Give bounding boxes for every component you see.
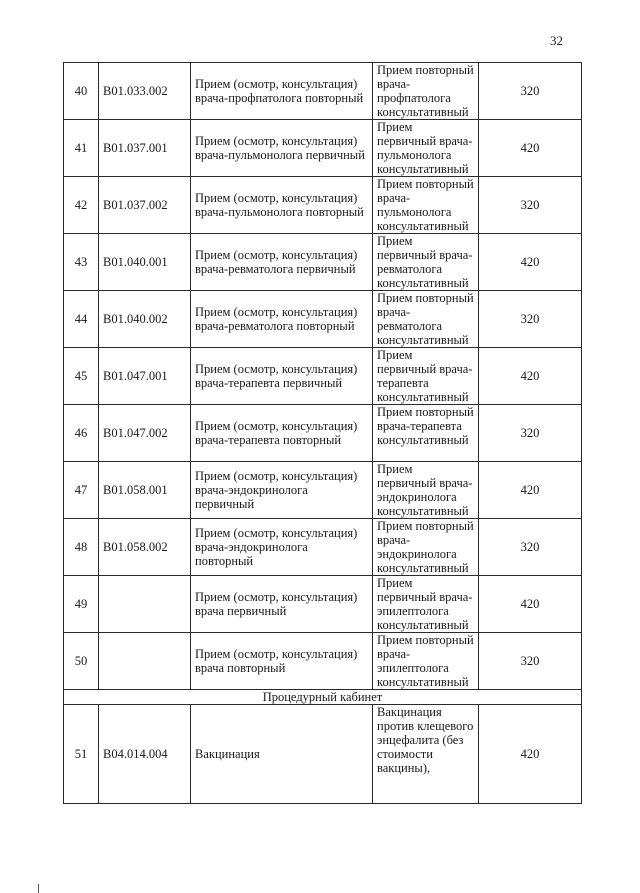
service-code: B01.058.001 xyxy=(99,462,191,519)
service-price: 320 xyxy=(479,519,582,576)
service-code xyxy=(99,576,191,633)
row-number: 47 xyxy=(64,462,99,519)
table-row xyxy=(64,405,582,462)
service-name: Прием (осмотр, консультация) врача-терапевта первичный xyxy=(191,348,373,405)
table-row xyxy=(64,705,582,804)
row-number: 45 xyxy=(64,348,99,405)
service-name: Вакцинация xyxy=(191,705,373,804)
table-row xyxy=(64,633,582,690)
service-name: Прием (осмотр, консультация) врача-ревматолога первичный xyxy=(191,234,373,291)
row-number: 41 xyxy=(64,120,99,177)
service-name: Прием (осмотр, консультация) врача-терапевта повторный xyxy=(191,405,373,462)
service-type: Прием повторный врача-эндокринолога консультативный xyxy=(373,519,479,576)
row-number: 46 xyxy=(64,405,99,462)
service-code xyxy=(99,633,191,690)
table-row xyxy=(64,63,582,120)
page-number: 32 xyxy=(550,33,563,48)
service-code: B01.037.002 xyxy=(99,177,191,234)
service-price: 420 xyxy=(479,705,582,804)
service-code: B01.037.001 xyxy=(99,120,191,177)
row-number: 43 xyxy=(64,234,99,291)
service-type: Прием первичный врача-пульмонолога консультативный xyxy=(373,120,479,177)
row-number: 40 xyxy=(64,63,99,120)
section-title: Процедурный кабинет xyxy=(64,690,582,705)
service-code: B01.040.002 xyxy=(99,291,191,348)
service-type: Прием повторный врача-пульмонолога консультативный xyxy=(373,177,479,234)
table-row xyxy=(64,519,582,576)
service-type: Прием повторный врача-профпатолога консультативный xyxy=(373,63,479,120)
service-type: Прием повторный врача-эпилептолога консультативный xyxy=(373,633,479,690)
table-row xyxy=(64,120,582,177)
service-type: Прием повторный врача-ревматолога консультативный xyxy=(373,291,479,348)
table-row xyxy=(64,234,582,291)
row-number: 49 xyxy=(64,576,99,633)
table-body xyxy=(64,63,582,804)
row-number: 44 xyxy=(64,291,99,348)
service-price: 320 xyxy=(479,177,582,234)
row-number: 50 xyxy=(64,633,99,690)
service-name: Прием (осмотр, консультация) врача повторный xyxy=(191,633,373,690)
service-name: Прием (осмотр, консультация) врача первичный xyxy=(191,576,373,633)
service-code: B04.014.004 xyxy=(99,705,191,804)
table-row xyxy=(64,576,582,633)
service-code: B01.047.002 xyxy=(99,405,191,462)
service-price: 420 xyxy=(479,462,582,519)
service-price: 420 xyxy=(479,348,582,405)
service-price: 320 xyxy=(479,405,582,462)
service-price: 420 xyxy=(479,576,582,633)
service-code: B01.058.002 xyxy=(99,519,191,576)
service-type: Прием повторный врача-терапевта консультативный xyxy=(373,405,479,462)
service-price: 420 xyxy=(479,120,582,177)
service-type: Вакцинация против клещевого энцефалита (без стоимости вакцины), xyxy=(373,705,479,804)
service-name: Прием (осмотр, консультация) врача-пульмонолога повторный xyxy=(191,177,373,234)
service-name: Прием (осмотр, консультация) врача-ревматолога повторный xyxy=(191,291,373,348)
service-price: 420 xyxy=(479,234,582,291)
service-type: Прием первичный врача-эндокринолога консультативный xyxy=(373,462,479,519)
service-price: 320 xyxy=(479,633,582,690)
service-type: Прием первичный врача-терапевта консультативный xyxy=(373,348,479,405)
table-row xyxy=(64,348,582,405)
service-price: 320 xyxy=(479,291,582,348)
scan-mark xyxy=(38,884,47,893)
table-row xyxy=(64,291,582,348)
table-row xyxy=(64,462,582,519)
service-code: B01.040.001 xyxy=(99,234,191,291)
service-name: Прием (осмотр, консультация) врача-эндокринолога повторный xyxy=(191,519,373,576)
row-number: 42 xyxy=(64,177,99,234)
service-type: Прием первичный врача-эпилептолога консультативный xyxy=(373,576,479,633)
row-number: 48 xyxy=(64,519,99,576)
section-header-row xyxy=(64,690,582,705)
service-price: 320 xyxy=(479,63,582,120)
service-code: B01.033.002 xyxy=(99,63,191,120)
service-name: Прием (осмотр, консультация) врача-профпатолога повторный xyxy=(191,63,373,120)
service-name: Прием (осмотр, консультация) врача-эндокринолога первичный xyxy=(191,462,373,519)
service-name: Прием (осмотр, консультация) врача-пульмонолога первичный xyxy=(191,120,373,177)
table-row xyxy=(64,177,582,234)
service-code: B01.047.001 xyxy=(99,348,191,405)
row-number: 51 xyxy=(64,705,99,804)
price-table xyxy=(63,62,582,804)
service-type: Прием первичный врача-ревматолога консультативный xyxy=(373,234,479,291)
